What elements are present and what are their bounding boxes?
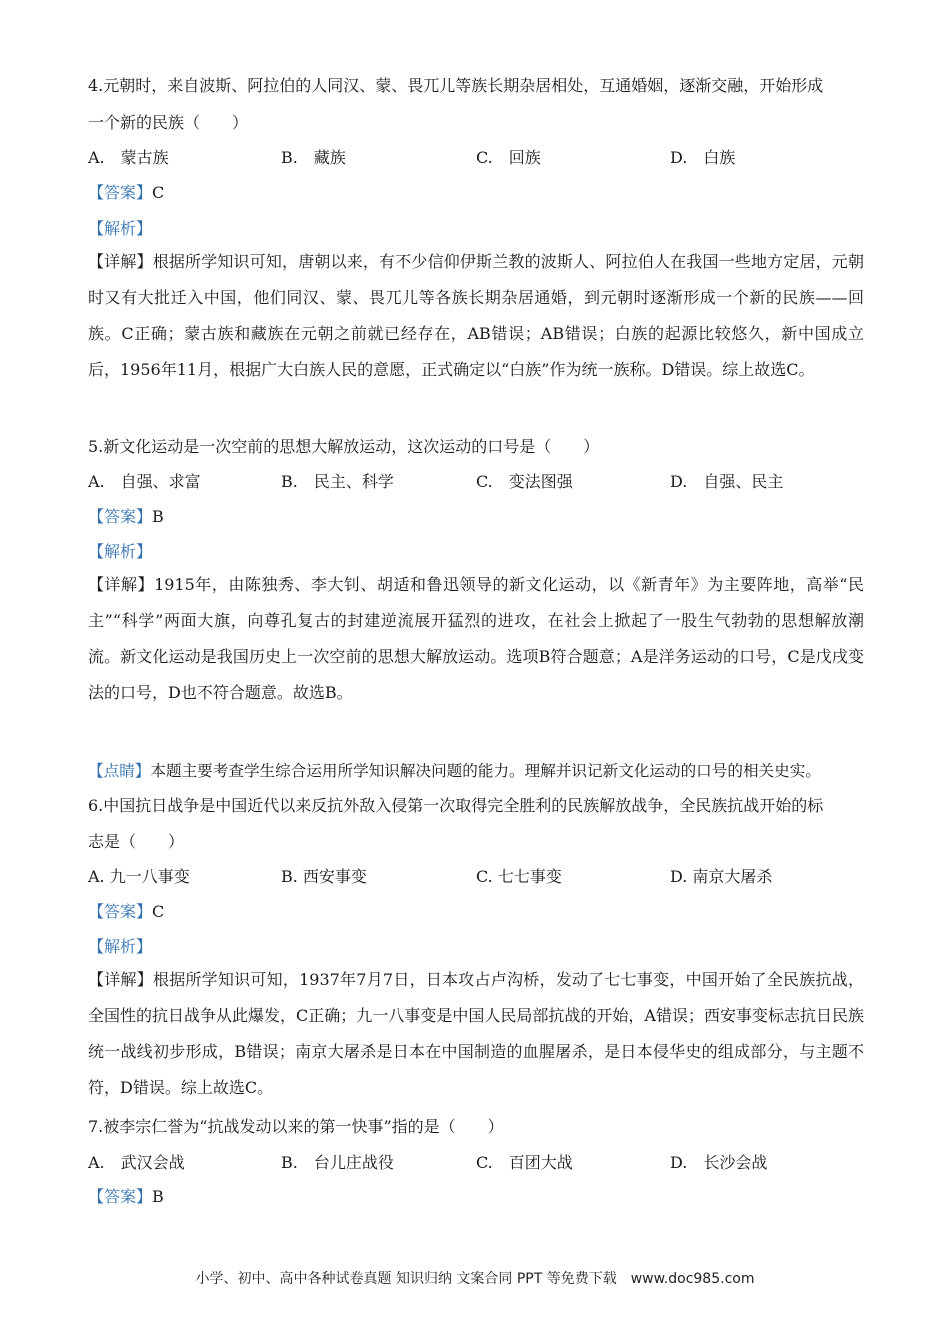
q7-option-b: B. 台儿庄战役 <box>281 1153 394 1172</box>
q4-option-c: C. 回族 <box>476 148 541 167</box>
q6-option-b: B. 西安事变 <box>281 867 367 886</box>
q6-option-d: D. 南京大屠杀 <box>670 867 773 886</box>
q5-answer-value: B <box>152 507 164 526</box>
q5-answer-tag: 【答案】 <box>88 507 153 526</box>
page-footer: 小学、初中、高中各种试卷真题 知识归纳 文案合同 PPT 等免费下载 www.doc985.com <box>195 1271 755 1287</box>
q7-option-c: C. 百团大战 <box>476 1153 573 1172</box>
q5-answer <box>88 506 164 528</box>
q6-answer <box>88 901 164 923</box>
q5-stem: 5.新文化运动是一次空前的思想大解放运动，这次运动的口号是（ ） <box>88 437 600 456</box>
q6-stem-line1: 6.中国抗日战争是中国近代以来反抗外敌入侵第一次取得完全胜利的民族解放战争，全民族抗战开始的标 <box>88 796 824 815</box>
q7-answer <box>88 1186 164 1208</box>
q5-comment-tag: 【点睛】 <box>88 762 151 780</box>
q4-stem-line1: 4.元朝时，来自波斯、阿拉伯的人同汉、蒙、畏兀儿等族长期杂居相处，互通婚姻，逐渐交融，开始形成 <box>88 76 824 95</box>
q4-analysis-tag: 【解析】 <box>88 219 153 238</box>
q6-answer-value: C <box>152 902 165 921</box>
q4-option-d: D. 白族 <box>670 148 736 167</box>
q4-answer <box>88 182 164 204</box>
q6-detail-tag: 【详解】 <box>88 970 153 989</box>
q7-option-a: A. 武汉会战 <box>88 1153 185 1172</box>
q5-detail <box>88 567 864 711</box>
q7-answer-tag: 【答案】 <box>88 1187 153 1206</box>
q5-option-b: B. 民主、科学 <box>281 472 394 491</box>
q6-option-c: C. 七七事变 <box>476 867 562 886</box>
q4-detail <box>88 244 864 388</box>
q6-stem-line2: 志是（ ） <box>88 832 185 851</box>
q5-comment <box>88 760 821 782</box>
q5-analysis-tag: 【解析】 <box>88 542 153 561</box>
q5-option-c: C. 变法图强 <box>476 472 573 491</box>
q4-stem-line2: 一个新的民族（ ） <box>88 113 249 132</box>
q5-detail-text: 1915年，由陈独秀、李大钊、胡适和鲁迅领导的新文化运动，以《新青年》为主要阵地，高举“民主”“科学”两面大旗，向尊孔复古的封建逆流展开猛烈的进攻，在社会上掀起了一股生气勃勃的思想解放潮流。新文化运动是我国历史上一次空前的思想大解放运动。选项B符合题意；A是洋务运动的口号，C是戊戌变法的口号，D也不符合题意。故选B。 <box>88 575 864 702</box>
q6-option-a: A. 九一八事变 <box>88 867 190 886</box>
q5-option-d: D. 自强、民主 <box>670 472 784 491</box>
q7-answer-value: B <box>152 1187 164 1206</box>
q7-option-d: D. 长沙会战 <box>670 1153 768 1172</box>
q6-detail-text: 根据所学知识可知，1937年7月7日，日本攻占卢沟桥，发动了七七事变，中国开始了全民族抗战，全国性的抗日战争从此爆发，C正确；九一八事变是中国人民局部抗战的开始，A错误；西安事变标志抗日民族统一战线初步形成，B错误；南京大屠杀是日本在中国制造的血腥屠杀，是日本侵华史的组成部分，与主题不符，D错误。综上故选C。 <box>88 970 864 1097</box>
q4-detail-tag: 【详解】 <box>88 252 153 271</box>
q4-answer-tag: 【答案】 <box>88 183 153 202</box>
q5-comment-text: 本题主要考查学生综合运用所学知识解决问题的能力。理解并识记新文化运动的口号的相关史实。 <box>150 762 821 780</box>
q6-analysis-tag: 【解析】 <box>88 937 153 956</box>
q6-answer-tag: 【答案】 <box>88 902 153 921</box>
q4-answer-value: C <box>152 183 165 202</box>
q4-option-b: B. 藏族 <box>281 148 346 167</box>
q4-detail-text: 根据所学知识可知，唐朝以来，有不少信仰伊斯兰教的波斯人、阿拉伯人在我国一些地方定居，元朝时又有大批迁入中国，他们同汉、蒙、畏兀儿等各族长期杂居通婚，到元朝时逐渐形成一个新的民族——回族。C正确；蒙古族和藏族在元朝之前就已经存在，AB错误；AB错误；白族的起源比较悠久，新中国成立后，1956年11月，根据广大白族人民的意愿，正式确定以“白族”作为统一族称。D错误。综上故选C。 <box>88 252 864 379</box>
q7-stem: 7.被李宗仁誉为“抗战发动以来的第一快事”指的是（ ） <box>88 1117 504 1136</box>
q5-option-a: A. 自强、求富 <box>88 472 201 491</box>
q4-option-a: A. 蒙古族 <box>88 148 169 167</box>
q5-detail-tag: 【详解】 <box>88 575 155 594</box>
q6-detail <box>88 962 864 1106</box>
